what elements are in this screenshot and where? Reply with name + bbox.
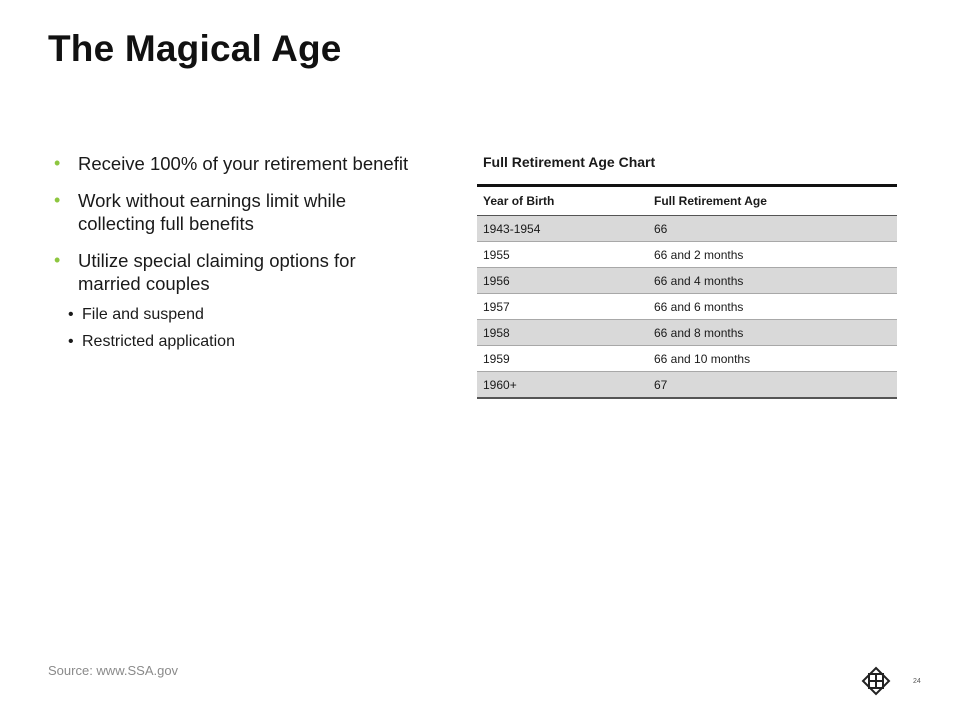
bullet-item — [54, 249, 474, 355]
column-header-age: Full Retirement Age — [648, 186, 897, 216]
cell-year: 1957 — [477, 294, 648, 320]
sub-bullet-item — [68, 301, 474, 328]
bullet-text: Utilize special claiming options for married couples — [78, 250, 356, 294]
table-row — [477, 320, 897, 346]
table-row — [477, 242, 897, 268]
table-row — [477, 346, 897, 372]
sub-bullet-list — [68, 301, 474, 355]
cell-age: 66 and 4 months — [648, 268, 897, 294]
sub-bullet-item — [68, 328, 474, 355]
bullet-list — [54, 152, 474, 369]
bullet-dot: • — [54, 250, 61, 270]
sub-bullet-dot: • — [68, 306, 74, 323]
bullet-item — [54, 189, 474, 235]
cell-age: 66 — [648, 216, 897, 242]
table-row — [477, 268, 897, 294]
bullet-text: Receive 100% of your retirement benefit — [78, 153, 409, 174]
table-title: Full Retirement Age Chart — [483, 154, 656, 170]
table-row — [477, 216, 897, 242]
cell-year: 1943-1954 — [477, 216, 648, 242]
cell-age: 66 and 8 months — [648, 320, 897, 346]
cell-age: 66 and 2 months — [648, 242, 897, 268]
sub-bullet-text: File and suspend — [82, 306, 204, 323]
column-header-year: Year of Birth — [477, 186, 648, 216]
sub-bullet-dot: • — [68, 333, 74, 350]
bullet-dot: • — [54, 153, 61, 173]
cell-age: 67 — [648, 372, 897, 399]
table-row — [477, 294, 897, 320]
cell-year: 1959 — [477, 346, 648, 372]
cell-age: 66 and 6 months — [648, 294, 897, 320]
table-header-row — [477, 186, 897, 216]
bullet-item — [54, 152, 474, 175]
retirement-age-table — [477, 184, 897, 399]
source-note: Source: www.SSA.gov — [48, 663, 179, 678]
sub-bullet-text: Restricted application — [82, 333, 235, 350]
bullet-dot: • — [54, 190, 61, 210]
logo-icon — [860, 665, 892, 697]
bullet-text: Work without earnings limit while collecting full benefits — [78, 190, 347, 234]
page-number: 24 — [913, 678, 921, 685]
cell-year: 1960+ — [477, 372, 648, 399]
cell-year: 1955 — [477, 242, 648, 268]
slide-title: The Magical Age — [48, 28, 342, 69]
cell-year: 1958 — [477, 320, 648, 346]
table-row — [477, 372, 897, 399]
cell-year: 1956 — [477, 268, 648, 294]
cell-age: 66 and 10 months — [648, 346, 897, 372]
